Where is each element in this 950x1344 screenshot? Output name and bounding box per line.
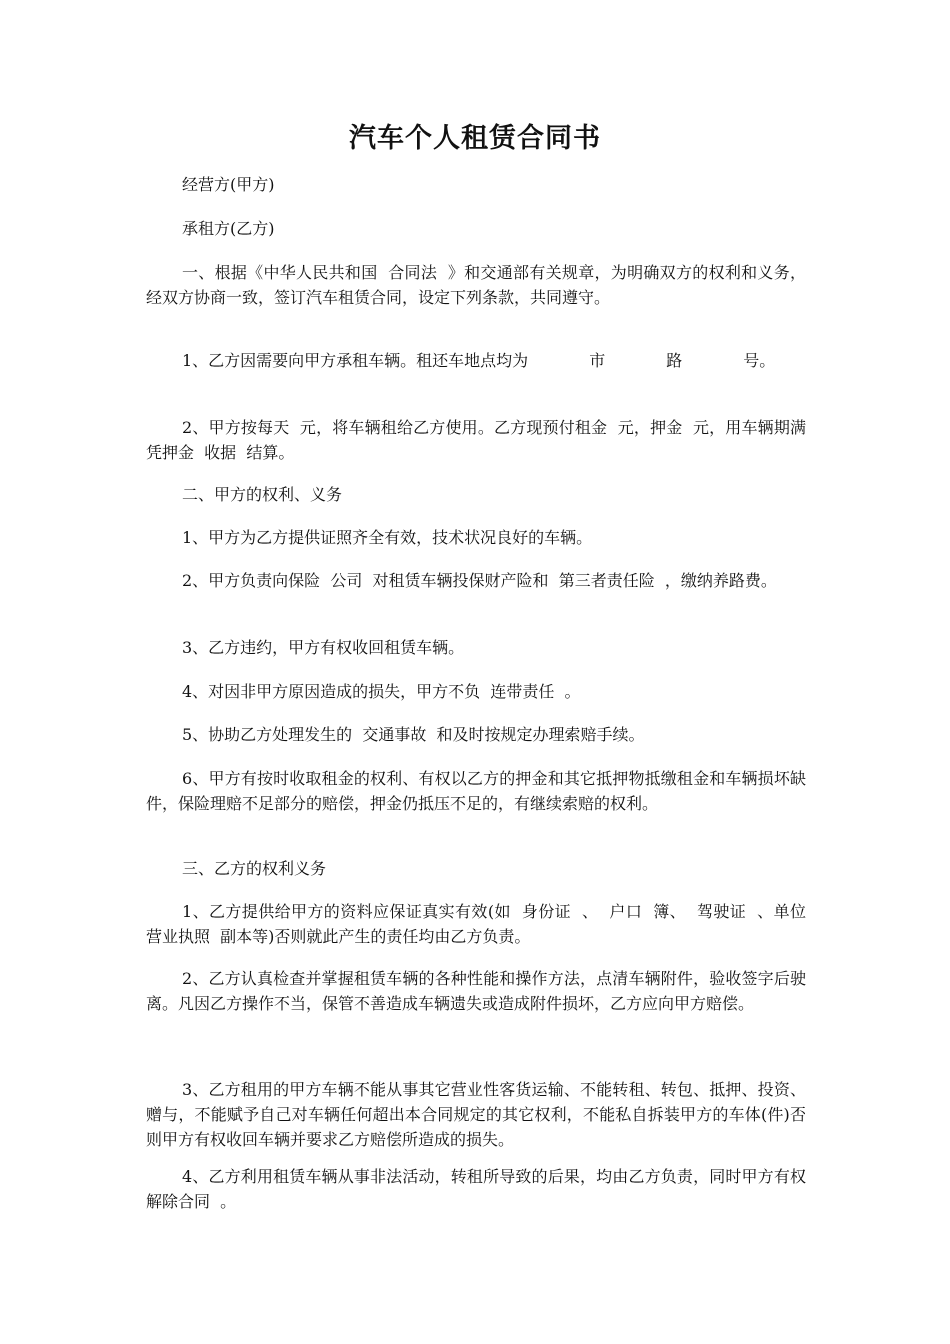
clause-2-6: 6、甲方有按时收取租金的权利、有权以乙方的押金和其它抵押物抵缴租金和车辆损坏缺件，保险理赔不足部分的赔偿，押金仍抵压不足的，有继续索赔的权利。 — [146, 769, 806, 813]
clause-3-4: 4、乙方利用租赁车辆从事非法活动，转租所导致的后果，均由乙方负责，同时甲方有权 解除合同 。 — [146, 1167, 817, 1211]
party-a-label: 经营方(甲方) — [182, 175, 275, 194]
clause-3-2: 2、乙方认真检查并掌握租赁车辆的各种性能和操作方法，点清车辆附件，验收签字后驶离。凡因乙方操作不当，保管不善造成车辆遗失或造成附件损坏，乙方应向甲方赔偿。 — [146, 969, 806, 1013]
clause-1-1: 1、乙方因需要向甲方承租车辆。租还车地点均为 市 路 号。 — [182, 351, 776, 370]
clause-3-1: 1、乙方提供给甲方的资料应保证真实有效(如 身份证 、 户口 簿、 驾驶证 、单位 营业执照 副本等)否则就此产生的责任均由乙方负责。 — [146, 902, 817, 946]
clause-2-4: 4、对因非甲方原因造成的损失，甲方不负 连带责任 。 — [182, 682, 581, 701]
clause-2-2: 2、甲方负责向保险 公司 对租赁车辆投保财产险和 第三者责任险 ，缴纳养路费。 — [182, 571, 777, 590]
clause-2-5: 5、协助乙方处理发生的 交通事故 和及时按规定办理索赔手续。 — [182, 725, 645, 744]
section-3-heading: 三、乙方的权利义务 — [182, 859, 327, 878]
party-b-label: 承租方(乙方) — [182, 219, 275, 238]
clause-intro: 一、根据《中华人民共和国 合同法 》和交通部有关规章，为明确双方的权利和义务，经双方协商一致，签订汽车租赁合同，设定下列条款，共同遵守。 — [146, 263, 806, 307]
section-2-heading: 二、甲方的权利、义务 — [182, 485, 343, 504]
clause-2-1: 1、甲方为乙方提供证照齐全有效，技术状况良好的车辆。 — [182, 528, 593, 547]
clause-3-3: 3、乙方租用的甲方车辆不能从事其它营业性客货运输、不能转租、转包、抵押、投资、赠与，不能赋予自己对车辆任何超出本合同规定的其它权利，不能私自拆装甲方的车体(件)否则甲方有权收回车辆并要求乙方赔偿所造成的损失。 — [146, 1080, 806, 1149]
document-title: 汽车个人租赁合同书 — [349, 123, 601, 154]
clause-1-2: 2、甲方按每天 元，将车辆租给乙方使用。乙方现预付租金 元，押金 元，用车辆期满凭押金 收据 结算。 — [146, 418, 806, 462]
clause-2-3: 3、乙方违约，甲方有权收回租赁车辆。 — [182, 638, 465, 657]
